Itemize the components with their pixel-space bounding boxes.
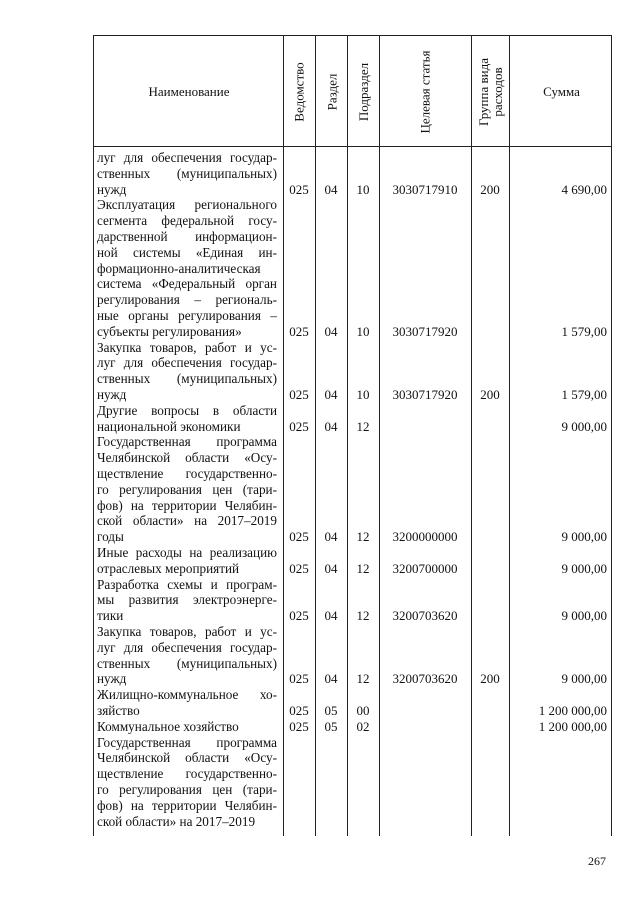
cell-section: 04 bbox=[324, 418, 338, 434]
row-name-line: фов) на территории Челябин- bbox=[97, 797, 277, 813]
row-name-line: ственных (муниципальных) bbox=[97, 165, 277, 181]
row-name bbox=[97, 687, 277, 719]
table-row bbox=[93, 687, 612, 719]
cell-sum: 4 690,00 bbox=[561, 181, 607, 197]
cell-sum: 1 200 000,00 bbox=[538, 702, 607, 718]
row-name-line: Челябинской области «Осу- bbox=[97, 450, 277, 466]
cell-subsection: 12 bbox=[356, 529, 370, 545]
header-section: Раздел bbox=[324, 73, 339, 111]
cell-dept: 025 bbox=[289, 529, 309, 545]
row-name-line: Коммунальное хозяйство bbox=[97, 718, 239, 734]
cell-sum: 9 000,00 bbox=[561, 560, 607, 576]
row-name bbox=[97, 719, 277, 735]
row-name-line: го регулирования цен (тари- bbox=[97, 481, 277, 497]
header-subsection: Подраздел bbox=[356, 62, 372, 122]
row-name-line: Иные расходы на реализацию bbox=[97, 545, 277, 560]
row-name-line: мы развития электроэнерге- bbox=[97, 592, 277, 608]
cell-section: 04 bbox=[324, 671, 338, 687]
table-body bbox=[93, 147, 612, 836]
row-name-line: ственных (муниципальных) bbox=[97, 371, 277, 387]
table-row bbox=[93, 403, 612, 435]
row-name bbox=[97, 624, 277, 687]
cell-dept: 025 bbox=[289, 718, 309, 734]
cell-dept: 025 bbox=[289, 386, 309, 402]
header-name-cell bbox=[94, 36, 284, 148]
row-name-line: дарственной информацион- bbox=[97, 228, 277, 244]
cell-dept: 025 bbox=[289, 560, 309, 576]
table-header bbox=[93, 35, 612, 147]
cell-target: 3200000000 bbox=[392, 529, 458, 545]
row-name-line: нужд bbox=[97, 671, 127, 687]
row-name-line: ственных (муниципальных) bbox=[97, 655, 277, 671]
table-row bbox=[93, 735, 612, 830]
table-row bbox=[93, 577, 612, 624]
cell-sum: 9 000,00 bbox=[561, 608, 607, 624]
row-name-line: Жилищно-коммунальное хо- bbox=[97, 687, 277, 703]
cell-subsection: 12 bbox=[356, 671, 370, 687]
cell-dept: 025 bbox=[289, 323, 309, 339]
cell-sum: 9 000,00 bbox=[561, 529, 607, 545]
cell-section: 04 bbox=[324, 608, 338, 624]
row-name-line: тики bbox=[97, 608, 124, 624]
row-name-line: Закупка товаров, работ и ус- bbox=[97, 624, 277, 639]
header-target-cell bbox=[380, 36, 472, 148]
cell-dept: 025 bbox=[289, 608, 309, 624]
page-number: 267 bbox=[588, 854, 606, 868]
cell-subsection: 02 bbox=[356, 718, 370, 734]
row-name-line: нужд bbox=[97, 181, 127, 197]
row-name-line: сегмента федеральной госу- bbox=[97, 213, 277, 229]
table-row bbox=[93, 340, 612, 403]
header-group-line2: расходов bbox=[490, 67, 506, 117]
header-group-cell bbox=[472, 36, 510, 148]
table-row bbox=[93, 434, 612, 545]
header-subsection-cell bbox=[348, 36, 380, 148]
cell-dept: 025 bbox=[289, 181, 309, 197]
row-name-line: ской области» на 2017–2019 bbox=[97, 813, 256, 829]
cell-target: 3030717920 bbox=[392, 386, 458, 402]
row-name-line: система «Федеральный орган bbox=[97, 276, 277, 292]
cell-dept: 025 bbox=[289, 702, 309, 718]
cell-subsection: 10 bbox=[356, 323, 370, 339]
row-name-line: Закупка товаров, работ и ус- bbox=[97, 339, 277, 355]
cell-subsection: 10 bbox=[356, 181, 370, 197]
cell-dept: 025 bbox=[289, 418, 309, 434]
row-name-line: ществление государственно- bbox=[97, 465, 277, 481]
cell-sum: 1 200 000,00 bbox=[538, 718, 607, 734]
header-sum: Сумма bbox=[543, 84, 580, 99]
cell-sum: 1 579,00 bbox=[561, 323, 607, 339]
row-name-line: ской области» на 2017–2019 bbox=[97, 513, 277, 529]
row-name bbox=[97, 403, 277, 435]
cell-target: 3200703620 bbox=[392, 671, 458, 687]
header-section-cell bbox=[316, 36, 348, 148]
table-row bbox=[93, 197, 612, 339]
header-dept: Ведомство bbox=[292, 62, 307, 122]
row-name-line: регулирования – региональ- bbox=[97, 292, 277, 308]
row-name bbox=[97, 434, 277, 545]
row-name-line: зяйство bbox=[97, 702, 140, 718]
row-name-line: национальной экономики bbox=[97, 418, 241, 434]
row-name bbox=[97, 197, 277, 339]
cell-section: 04 bbox=[324, 386, 338, 402]
row-name-line: годы bbox=[97, 529, 124, 545]
row-name-line: отраслевых мероприятий bbox=[97, 560, 240, 576]
cell-section: 04 bbox=[324, 560, 338, 576]
cell-subsection: 12 bbox=[356, 560, 370, 576]
cell-sum: 9 000,00 bbox=[561, 418, 607, 434]
row-name bbox=[97, 340, 277, 403]
cell-sum: 9 000,00 bbox=[561, 671, 607, 687]
row-name-line: Государственная программа bbox=[97, 434, 277, 450]
row-name-line: Челябинской области «Осу- bbox=[97, 750, 277, 766]
cell-subsection: 12 bbox=[356, 608, 370, 624]
cell-section: 05 bbox=[324, 718, 338, 734]
header-sum-cell bbox=[510, 36, 613, 148]
row-name bbox=[97, 577, 277, 624]
row-name-line: луг для обеспечения государ- bbox=[97, 355, 277, 371]
row-name-line: фов) на территории Челябин- bbox=[97, 497, 277, 513]
cell-group: 200 bbox=[480, 181, 500, 197]
row-name-line: формационно-аналитическая bbox=[97, 260, 261, 276]
cell-sum: 1 579,00 bbox=[561, 386, 607, 402]
row-name-line: Разработка схемы и програм- bbox=[97, 576, 277, 592]
row-name bbox=[97, 150, 277, 197]
row-name-line: ной системы «Единая ин- bbox=[97, 244, 277, 260]
row-name-line: нужд bbox=[97, 386, 127, 402]
table-row bbox=[93, 719, 612, 735]
cell-subsection: 00 bbox=[356, 702, 370, 718]
row-name-line: Эксплуатация регионального bbox=[97, 197, 277, 213]
budget-table bbox=[93, 35, 612, 836]
cell-section: 04 bbox=[324, 529, 338, 545]
header-dept-cell bbox=[284, 36, 316, 148]
row-name-line: Государственная программа bbox=[97, 734, 277, 750]
cell-section: 05 bbox=[324, 702, 338, 718]
row-name bbox=[97, 545, 277, 577]
cell-dept: 025 bbox=[289, 671, 309, 687]
cell-target: 3200700000 bbox=[392, 560, 458, 576]
row-name-line: ные органы регулирования – bbox=[97, 307, 277, 323]
header-name: Наименование bbox=[148, 84, 230, 99]
header-target: Целевая статья bbox=[417, 50, 433, 134]
cell-section: 04 bbox=[324, 323, 338, 339]
cell-target: 3030717920 bbox=[392, 323, 458, 339]
row-name-line: луг для обеспечения государ- bbox=[97, 150, 277, 165]
cell-subsection: 10 bbox=[356, 386, 370, 402]
cell-target: 3200703620 bbox=[392, 608, 458, 624]
header-group bbox=[477, 58, 505, 126]
row-name-line: ществление государственно- bbox=[97, 766, 277, 782]
row-name-line: го регулирования цен (тари- bbox=[97, 781, 277, 797]
header-group-line1: Группа вида bbox=[476, 58, 492, 126]
row-name bbox=[97, 735, 277, 830]
cell-subsection: 12 bbox=[356, 418, 370, 434]
table-row bbox=[93, 150, 612, 197]
cell-target: 3030717910 bbox=[392, 181, 458, 197]
table-row bbox=[93, 545, 612, 577]
row-name-line: субъекты регулирования» bbox=[97, 323, 242, 339]
row-name-line: Другие вопросы в области bbox=[97, 402, 277, 418]
table-row bbox=[93, 624, 612, 687]
cell-group: 200 bbox=[480, 671, 500, 687]
cell-section: 04 bbox=[324, 181, 338, 197]
row-name-line: луг для обеспечения государ- bbox=[97, 639, 277, 655]
cell-group: 200 bbox=[480, 386, 500, 402]
